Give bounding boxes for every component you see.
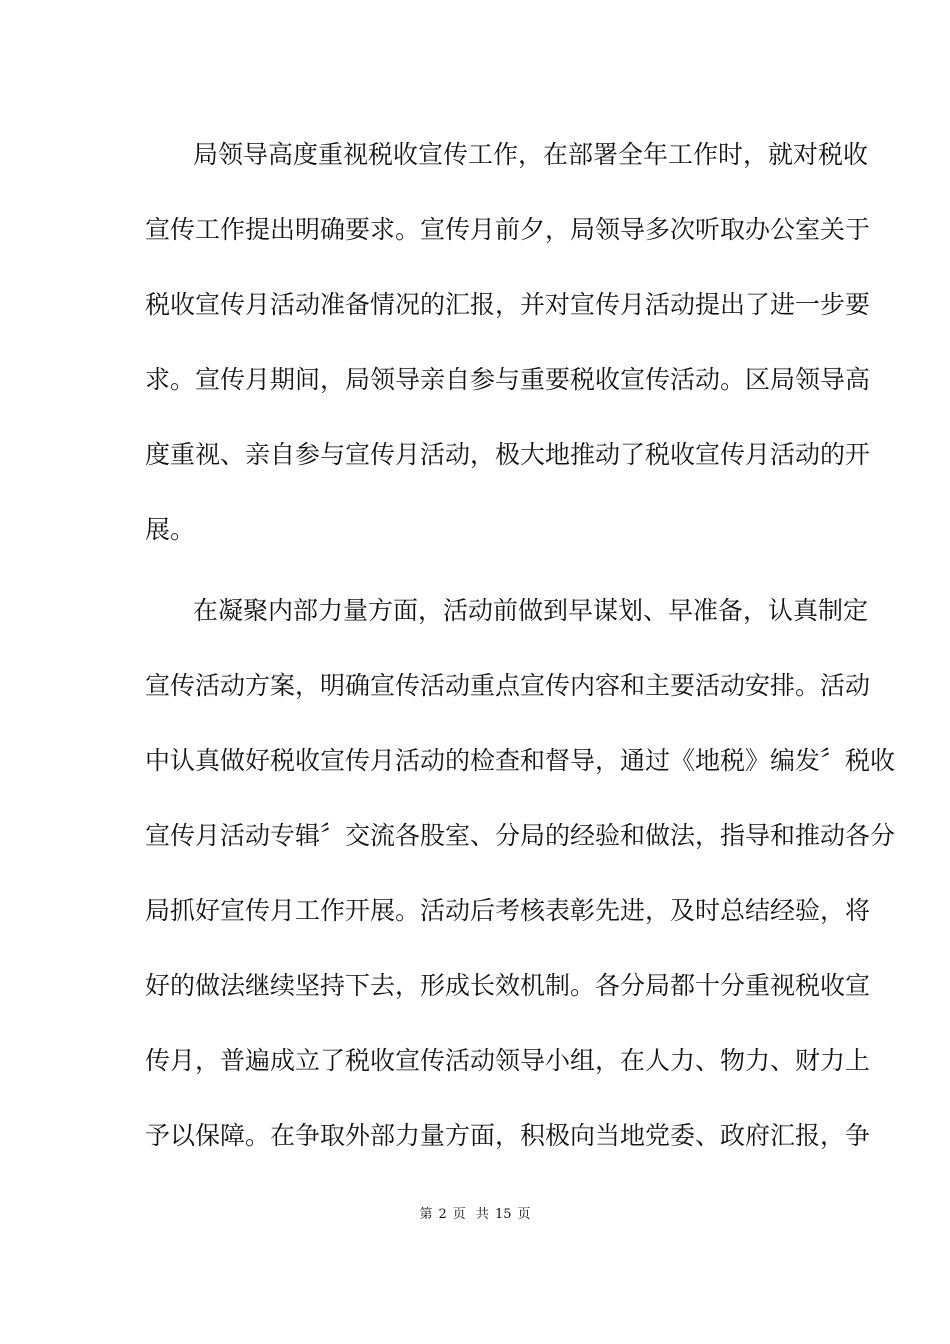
paragraph-2	[145, 586, 896, 1186]
text-line: 宣传活动方案，明确宣传活动重点宣传内容和主要活动安排。活动	[145, 671, 871, 700]
footer-total-pages: 15	[494, 1207, 512, 1222]
footer-middle: 页 共	[452, 1207, 489, 1222]
text-line: 局领导高度重视税收宣传工作，在部署全年工作时，就对税收	[193, 140, 869, 169]
text-line: 求。宣传月期间，局领导亲自参与重要税收宣传活动。区局领导高	[145, 365, 871, 394]
text-line: 度重视、亲自参与宣传月活动，极大地推动了税收宣传月活动的开	[145, 440, 871, 469]
paragraph-1	[145, 130, 871, 580]
footer-page-number: 2	[438, 1207, 447, 1222]
text-line: 宣传月活动专辑〞交流各股室、分局的经验和做法，指导和推动各分	[145, 821, 896, 850]
text-line: 展。	[145, 515, 196, 544]
text-line: 在凝聚内部力量方面，活动前做到早谋划、早准备，认真制定	[193, 596, 869, 625]
text-line: 中认真做好税收宣传月活动的检查和督导，通过《地税》编发〞税收	[145, 746, 896, 775]
text-line: 税收宣传月活动准备情况的汇报，并对宣传月活动提出了进一步要	[145, 290, 871, 319]
text-line: 宣传工作提出明确要求。宣传月前夕，局领导多次听取办公室关于	[145, 215, 871, 244]
text-line: 好的做法继续坚持下去，形成长效机制。各分局都十分重视税收宣	[145, 971, 871, 1000]
footer-prefix: 第	[419, 1207, 433, 1222]
text-line: 传月，普遍成立了税收宣传活动领导小组，在人力、物力、财力上	[145, 1046, 871, 1075]
text-line: 予以保障。在争取外部力量方面，积极向当地党委、政府汇报，争	[145, 1121, 871, 1150]
footer-suffix: 页	[517, 1207, 531, 1222]
document-body	[145, 130, 896, 1192]
page-footer	[0, 1206, 950, 1224]
text-line: 局抓好宣传月工作开展。活动后考核表彰先进，及时总结经验，将	[145, 896, 871, 925]
